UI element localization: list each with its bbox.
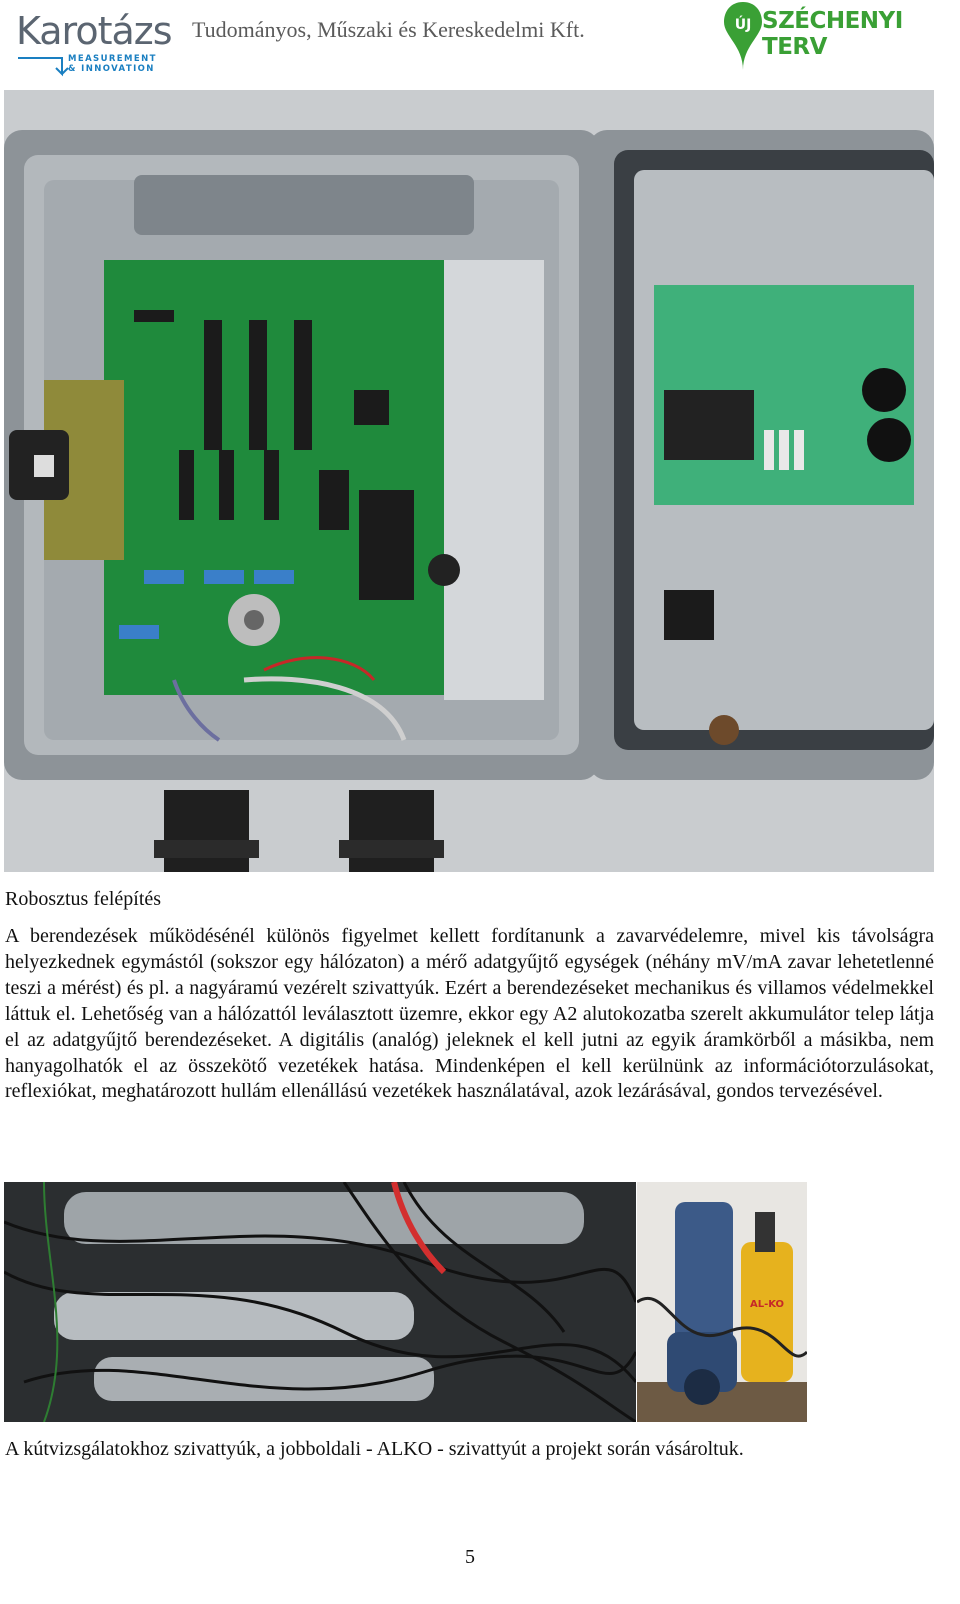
- page-number: 5: [465, 1546, 475, 1568]
- logo-subtitle-line2: & INNOVATION: [68, 64, 155, 74]
- logo-subtitle: [68, 54, 157, 74]
- logo-subtitle-line1: MEASUREMENT: [68, 54, 157, 64]
- pin-label: ÚJ: [734, 17, 752, 33]
- photo-caption-robust: Robosztus felépítés: [5, 888, 162, 910]
- map-pin-icon: [722, 0, 764, 72]
- szechenyi-text: SZÉCHENYI TERV: [762, 8, 903, 60]
- borehole-pumps-photo: [4, 1182, 636, 1422]
- photo-caption-pumps: A kútvizsgálatokhoz szivattyúk, a jobboldali - ALKO - szivattyút a projekt során vásároltuk.: [5, 1438, 744, 1460]
- enclosure-photo: [4, 90, 934, 872]
- svg-text:AL-KO: AL-KO: [749, 1299, 785, 1310]
- company-name: Tudományos, Műszaki és Kereskedelmi Kft.: [192, 17, 585, 42]
- alko-pump-photo: [637, 1182, 807, 1422]
- page-header: [0, 0, 960, 82]
- logo-wordmark: Karotázs: [16, 9, 172, 53]
- szechenyi-terv-logo: [722, 0, 960, 76]
- logo-arrow-icon: [16, 54, 76, 78]
- body-paragraph: A berendezések működésénél különös figyelmet kellett fordítanunk a zavarvédelemre, mivel kis távolságra helyezkednek egymástól (sokszor egy hálózaton) a mérő adatgyűjtő egységek (néhány mV/mA zavar lehetetlenné teszi a mérést) és pl. a nagyáramú vezérelt szivattyúk. Ezért a berendezéseket mechanikus és villamos védelmekkel láttuk el. Lehetőség van a hálózattól leválasztott üzemre, ekkor egy A2 alutokozatba szerelt akkumulátor telep látja el az adatgyűjtő berendezéseket. A digitális (analóg) jeleknek el kell jutni az egyik áramkörből a másikba, nem hanyagolhatók el az összekötő vezetékek hatása. Mindenképen el kell kerülnünk az információtorzulásokat, reflexiókat, meghatározott hullám ellenállású vezetékek használatával, azok lezárásával, gondos tervezésével.: [5, 925, 934, 1103]
- karotazs-logo: [16, 10, 186, 76]
